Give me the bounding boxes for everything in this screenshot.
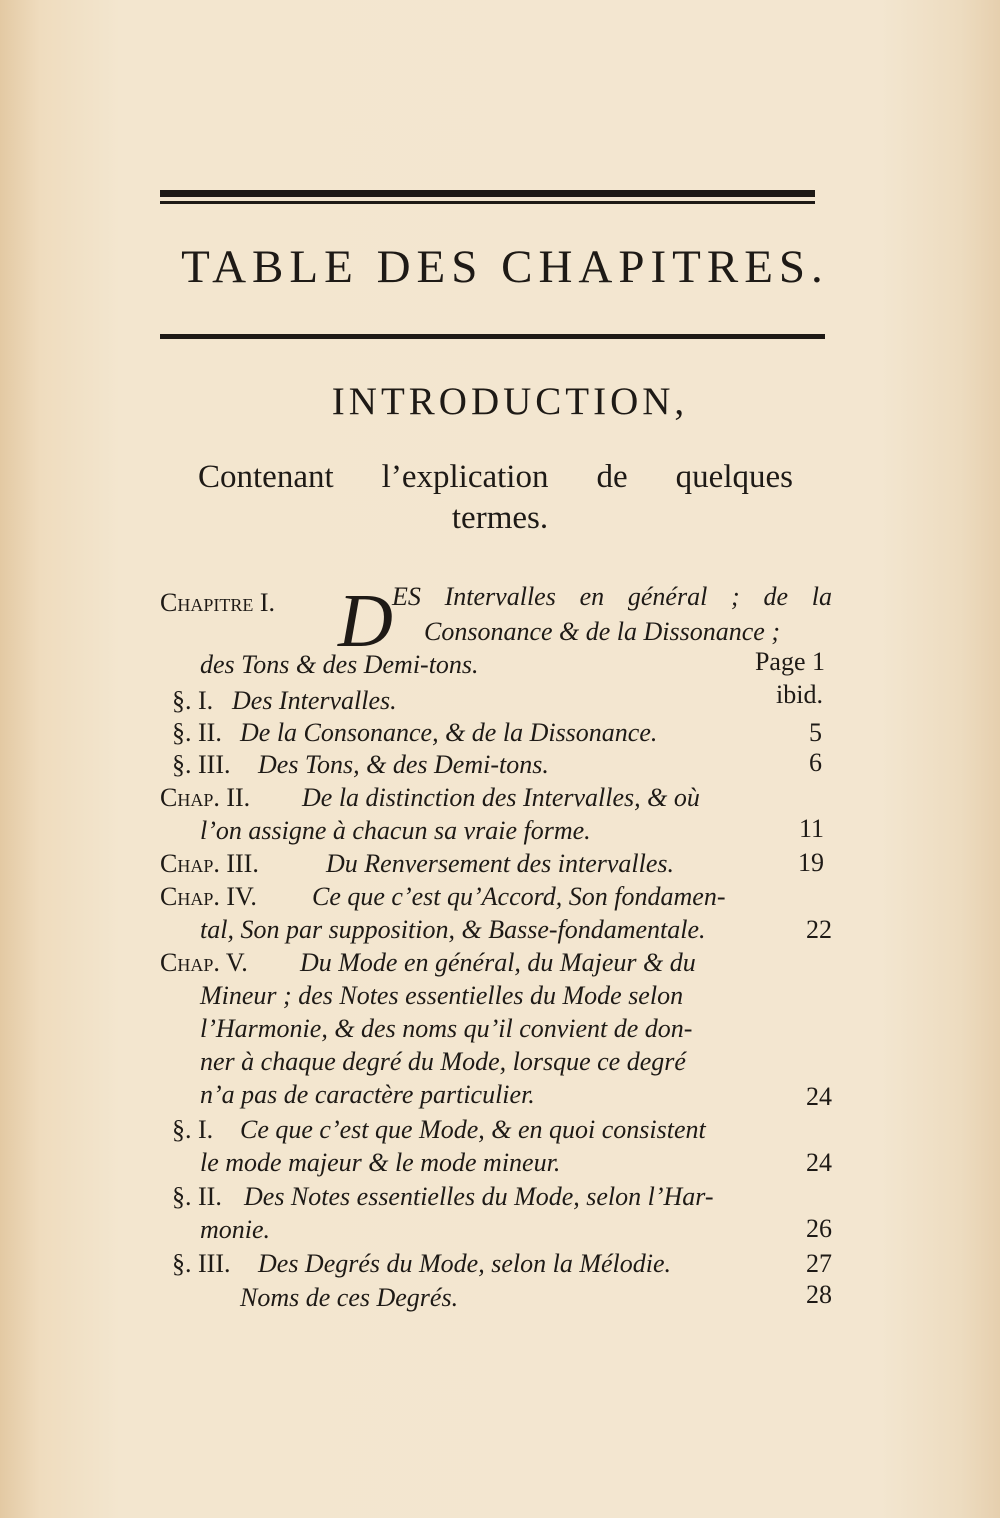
chapter-4-page: 22 <box>806 915 832 944</box>
chapter-3-page: 19 <box>798 848 824 877</box>
section-1-title: Des Intervalles. <box>232 686 397 715</box>
top-rule-thin <box>160 201 815 204</box>
chapter-5-title-line3: l’Harmonie, & des noms qu’il convient de don- <box>200 1014 693 1043</box>
ch5-section-1-page: 24 <box>806 1148 832 1177</box>
section-subtitle-line2: termes. <box>451 500 549 536</box>
ch5-section-1-title-line2: le mode majeur & le mode mineur. <box>200 1148 561 1177</box>
chapter-1-title-line1: ES Intervalles en général ; de la <box>392 582 832 611</box>
chapter-4-title-line1: Ce que c’est qu’Accord, Son fondamen- <box>312 882 726 911</box>
chapter-2-label: Chap. II. <box>160 783 251 812</box>
chapter-1-title-line2: Consonance & de la Dissonance ; <box>424 617 781 646</box>
section-1-page: ibid. <box>776 680 823 709</box>
section-3-page: 6 <box>809 748 822 777</box>
title-rule <box>160 334 825 339</box>
chapter-1-page: Page 1 <box>754 647 825 676</box>
ch5-section-2-number: §. II. <box>172 1182 222 1211</box>
chapter-1-title-line3: des Tons & des Demi-tons. <box>200 650 479 679</box>
ch5-section-1-title-line1: Ce que c’est que Mode, & en quoi consistent <box>240 1115 706 1144</box>
chapter-5-title-line5: n’a pas de caractère particulier. <box>200 1080 535 1109</box>
section-2-number: §. II. <box>172 718 222 747</box>
section-2-title: De la Consonance, & de la Dissonance. <box>240 718 658 747</box>
ch5-section-3-subtitle-page: 28 <box>806 1280 832 1309</box>
chapter-5-title-line1: Du Mode en général, du Majeur & du <box>300 948 696 977</box>
section-2-page: 5 <box>809 718 822 747</box>
section-3-title: Des Tons, & des Demi-tons. <box>258 750 549 779</box>
chapter-3-title: Du Renversement des intervalles. <box>326 849 675 878</box>
ch5-section-2-page: 26 <box>806 1214 832 1243</box>
page-title: TABLE DES CHAPITRES. <box>181 241 829 293</box>
section-heading: INTRODUCTION, <box>331 380 689 423</box>
ch5-section-2-title-line1: Des Notes essentielles du Mode, selon l’Har- <box>244 1182 714 1211</box>
section-3-number: §. III. <box>172 750 231 779</box>
ch5-section-3-page: 27 <box>806 1249 832 1278</box>
ch5-section-3-title: Des Degrés du Mode, selon la Mélodie. <box>258 1249 672 1278</box>
chapter-4-label: Chap. IV. <box>160 882 257 911</box>
chapter-2-title-line2: l’on assigne à chacun sa vraie forme. <box>200 816 591 845</box>
chapter-1-label: Chapitre I. <box>160 588 275 617</box>
chapter-5-title-line2: Mineur ; des Notes essentielles du Mode selon <box>200 981 684 1010</box>
ch5-section-2-title-line2: monie. <box>200 1215 271 1244</box>
chapter-4-title-line2: tal, Son par supposition, & Basse-fondamentale. <box>200 915 706 944</box>
ch5-section-3-number: §. III. <box>172 1249 231 1278</box>
chapter-3-label: Chap. III. <box>160 849 259 878</box>
top-double-rule <box>160 190 815 208</box>
section-subtitle-line1: Contenant l’explication de quelques <box>198 459 793 495</box>
chapter-2-page: 11 <box>798 814 824 843</box>
chapter-5-title-line4: ner à chaque degré du Mode, lorsque ce degré <box>200 1047 686 1076</box>
ch5-section-3-subtitle: Noms de ces Degrés. <box>240 1283 459 1312</box>
ch5-section-1-number: §. I. <box>172 1115 214 1144</box>
chapter-2-title-line1: De la distinction des Intervalles, & où <box>302 783 700 812</box>
chapter-5-label: Chap. V. <box>160 948 248 977</box>
chapter-5-page: 24 <box>806 1082 832 1111</box>
section-1-number: §. I. <box>172 686 214 715</box>
top-rule-thick <box>160 190 815 197</box>
chapter-1-dropcap: D <box>338 579 393 663</box>
